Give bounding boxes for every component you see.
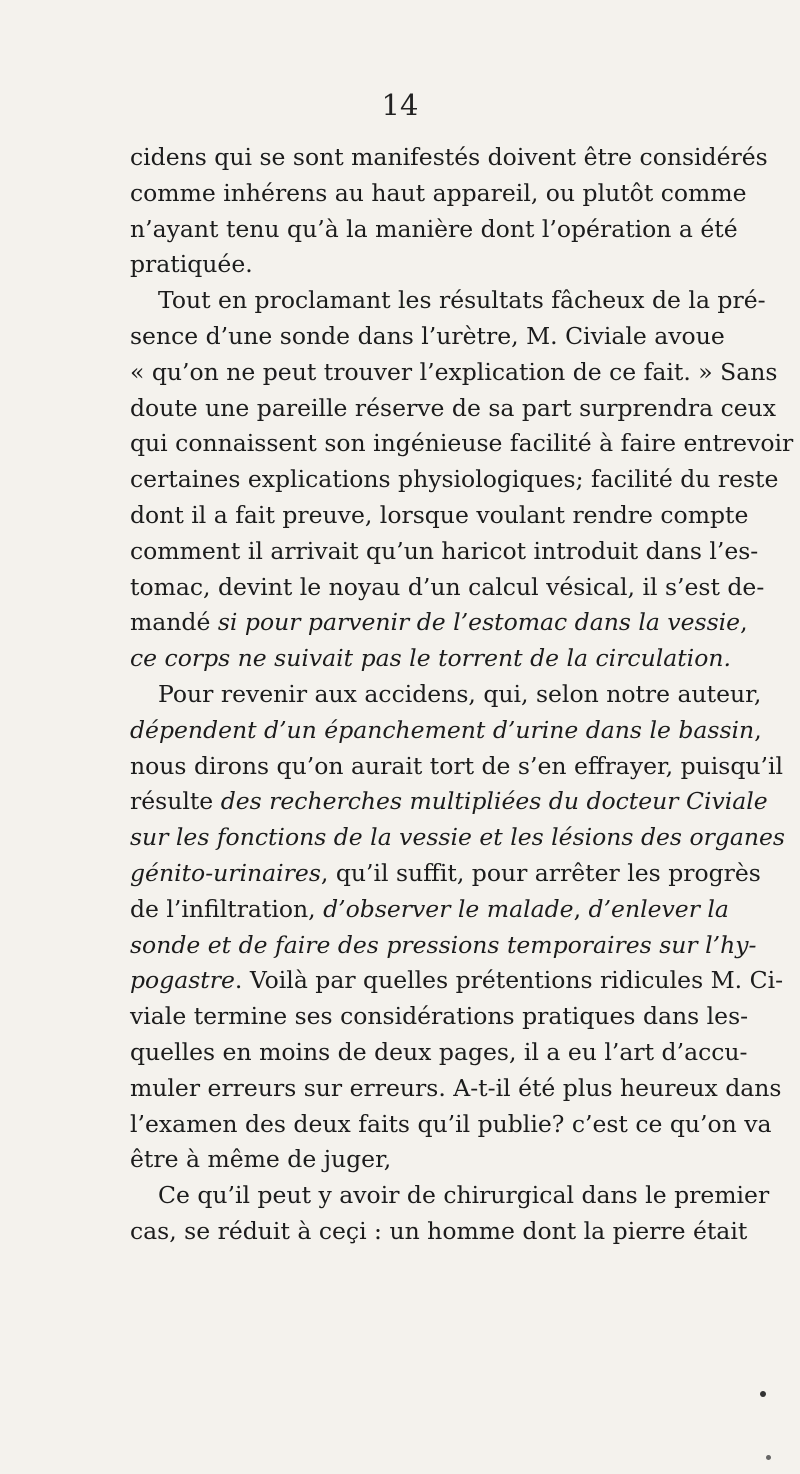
text-run: cidens qui se sont manifestés doivent être considérés (130, 143, 768, 171)
text-line (130, 176, 747, 212)
italic-run: si pour parvenir de l’estomac dans la vessie (217, 608, 741, 637)
text-line (130, 534, 759, 570)
italic-run: ce corps ne suivait pas le torrent de la circulation. (130, 644, 731, 673)
text-run: mandé (130, 608, 218, 637)
text-line (130, 140, 768, 176)
text-run: cas, se réduit à ceçi : un homme dont la pierre était (130, 1216, 748, 1245)
italic-run: dépendent d’un épanchement d’urine dans le bassin (130, 715, 755, 744)
text-line (130, 605, 748, 641)
text-line (130, 963, 784, 999)
text-line (130, 391, 777, 427)
text-line (130, 784, 768, 820)
text-line (130, 999, 749, 1035)
text-run: « qu’on ne peut trouver l’explication de ce fait. » Sans (130, 357, 778, 386)
text-run: nous dirons qu’on aurait tort de s’en effrayer, puisqu’il (130, 751, 784, 780)
text-run: , qu’il suffit, pour arrêter les progrès (320, 858, 761, 887)
text-run: , (754, 715, 762, 744)
text-run: n’ayant tenu qu’à la manière dont l’opération a été (130, 214, 738, 243)
text-run: dont il a fait preuve, lorsque voulant rendre compte (130, 500, 749, 529)
text-run: certaines explications physiologiques; facilité du reste (130, 465, 779, 494)
text-run: quelles en moins de deux pages, il a eu l’art d’accu- (130, 1037, 748, 1066)
text-line (130, 319, 725, 355)
italic-run: des recherches multipliées du docteur Civiale (220, 787, 768, 816)
text-run: doute une pareille réserve de sa part surprendra ceux (130, 393, 777, 422)
text-line (130, 498, 749, 534)
text-run: sence d’une sonde dans l’urètre, M. Civiale avoue (130, 321, 725, 350)
text-run: Ce qu’il peut y avoir de chirurgical dans le premier (158, 1181, 770, 1210)
italic-run: sonde et de faire des pressions temporaires sur l’hy- (130, 930, 757, 959)
text-line (130, 856, 761, 892)
text-run: , (573, 894, 589, 923)
text-run: résulte (130, 787, 221, 816)
text-run: viale termine ses considérations pratiques dans les- (130, 1002, 749, 1031)
text-run: tomac, devint le noyau d’un calcul vésical, il s’est de- (130, 572, 765, 601)
text-line (130, 928, 757, 964)
text-line (130, 283, 766, 319)
text-run: muler erreurs sur erreurs. A-t-il été plus heureux dans (130, 1073, 782, 1102)
text-run: être à même de juger, (130, 1145, 392, 1174)
text-line (130, 749, 784, 785)
text-line (130, 355, 778, 391)
text-line (130, 212, 738, 248)
text-line (130, 1142, 720, 1178)
text-line (130, 1107, 772, 1143)
text-run: qui connaissent son ingénieuse facilité à faire entrevoir (130, 429, 794, 458)
text-line (130, 713, 762, 749)
italic-run: d’enlever la (588, 894, 729, 923)
text-run: comment il arrivait qu’un haricot introduit dans l’es- (130, 536, 759, 565)
text-line (130, 1035, 748, 1071)
text-line (130, 1214, 748, 1250)
body-text (130, 140, 794, 1250)
text-line (130, 247, 720, 283)
text-run: comme inhérens au haut appareil, ou plutôt comme (130, 178, 747, 207)
text-line (130, 462, 779, 498)
text-run: pratiquée. (130, 250, 253, 279)
italic-run: pogastre (130, 966, 235, 995)
text-line (130, 426, 794, 462)
ink-speck (766, 1455, 771, 1460)
page-number: 14 (381, 88, 419, 122)
text-run: Pour revenir aux accidens, qui, selon notre auteur, (158, 679, 762, 708)
text-line (130, 570, 765, 606)
italic-run: d’observer le malade (323, 894, 574, 923)
text-line (130, 677, 762, 713)
text-run: de l’infiltration, (130, 894, 324, 923)
text-run: , (740, 608, 748, 637)
text-run: Tout en proclamant les résultats fâcheux de la pré- (158, 286, 766, 315)
text-line (130, 641, 731, 677)
italic-run: génito-urinaires (130, 858, 321, 887)
text-line (130, 1071, 782, 1107)
text-run: l’examen des deux faits qu’il publie? c’est ce qu’on va (130, 1109, 772, 1138)
text-line (130, 892, 729, 928)
text-line (130, 820, 785, 856)
text-line (130, 1178, 770, 1214)
italic-run: sur les fonctions de la vessie et les lésions des organes (130, 823, 785, 852)
text-run: . Voilà par quelles prétentions ridicules M. Ci- (234, 966, 784, 995)
ink-speck (760, 1391, 766, 1397)
